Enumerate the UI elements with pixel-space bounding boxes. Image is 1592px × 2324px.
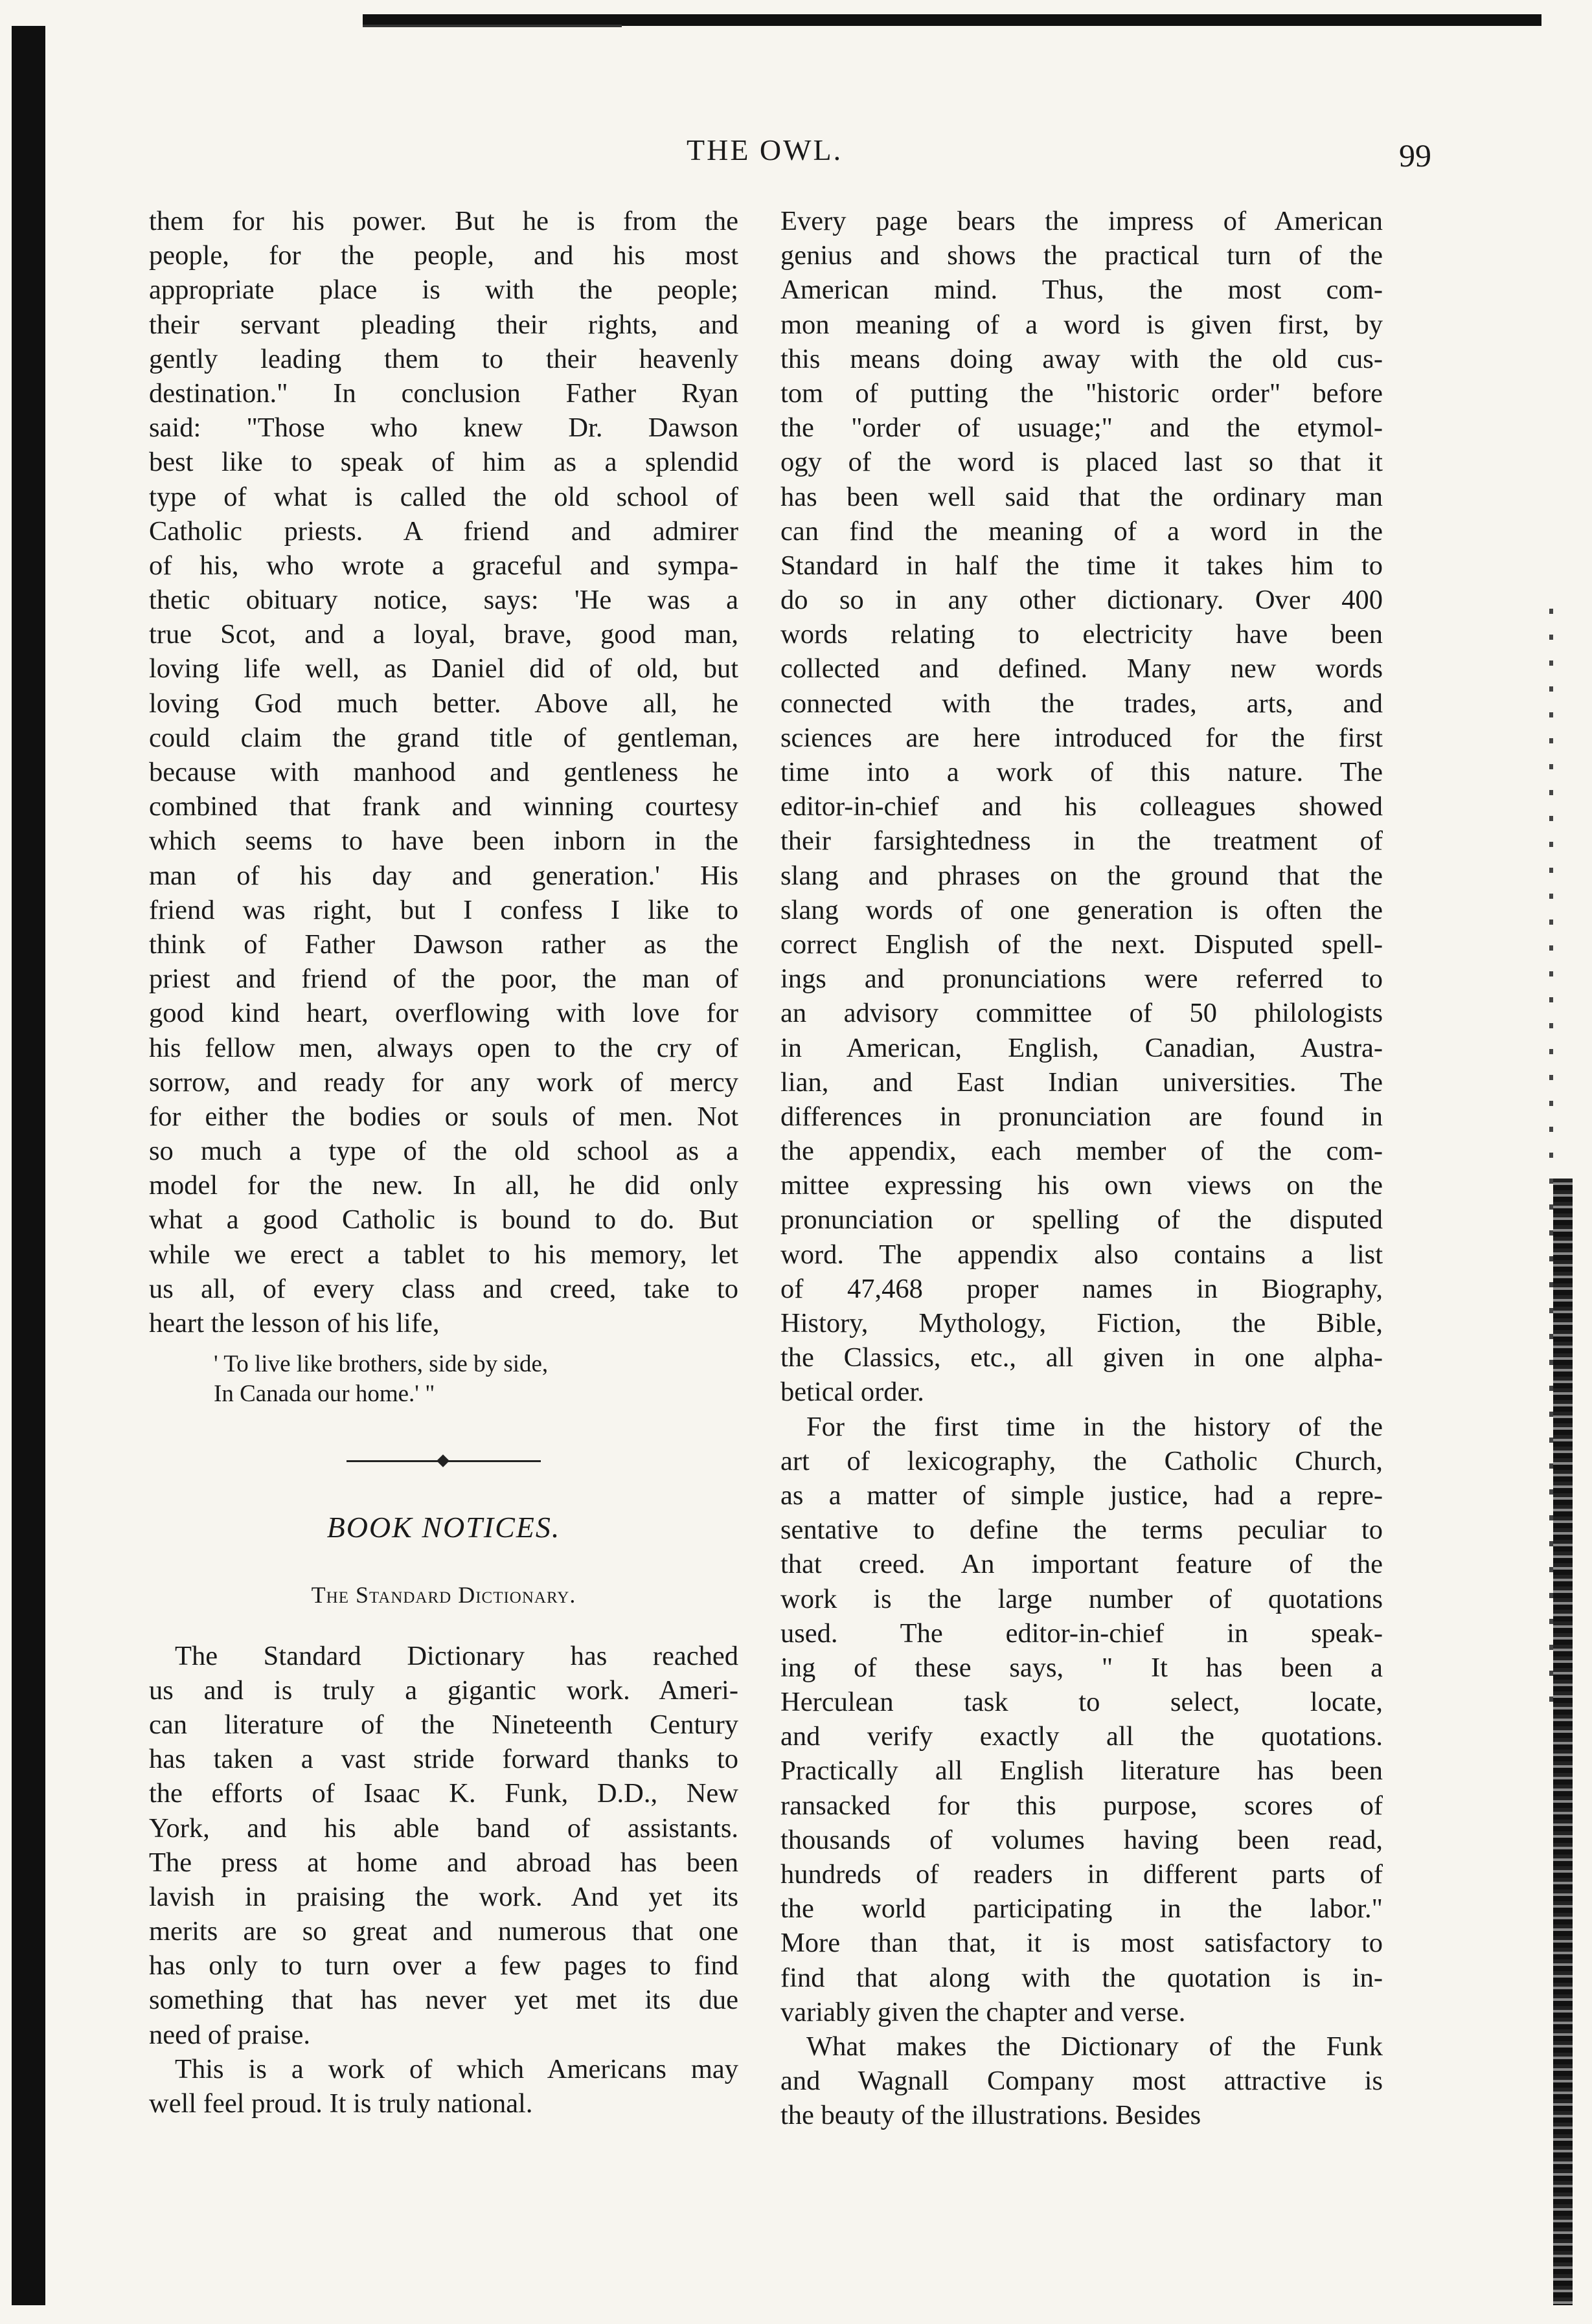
text-line: so much a type of the old school as a [149,1136,738,1167]
text-line: More than that, it is most satisfactory to [780,1928,1383,1959]
text-line: hundreds of readers in different parts of [780,1859,1383,1890]
text-line: can find the meaning of a word in the [780,515,1383,547]
text-line: find that along with the quotation is in- [780,1962,1383,1993]
right-column [780,204,1383,2133]
text-line: mon meaning of a word is given first, by [780,309,1383,340]
text-line: gently leading them to their heavenly [149,343,738,374]
ornamental-divider [347,1454,541,1467]
text-line: thetic obituary notice, says: 'He was a [149,585,738,616]
text-line: them for his power. But he is from the [149,206,738,236]
text-line: think of Father Dawson rather as the [149,929,738,960]
text-line: ing of these says, " It has been a [780,1652,1383,1683]
text-line: best like to speak of him as a splendid [149,447,738,478]
text-line: their servant pleading their rights, and [149,309,738,340]
text-line: people, for the people, and his most [149,240,738,271]
text-line: and verify exactly all the quotations. [780,1721,1383,1752]
text-line: because with manhood and gentleness he [149,757,738,787]
book-notice-paragraph-2 [149,2052,738,2121]
scan-right-edge [1553,1179,1573,2305]
text-line: the efforts of Isaac K. Funk, D.D., New [149,1778,738,1809]
text-line: the "order of usuage;" and the etymol- [780,412,1383,444]
text-line: merits are so great and numerous that one [149,1916,738,1947]
text-line: used. The editor-in-chief in speak- [780,1618,1383,1649]
text-line: us and is truly a gigantic work. Ameri- [149,1675,738,1706]
text-line: the world participating in the labor." [780,1893,1383,1924]
text-line: said: "Those who knew Dr. Dawson [149,412,738,444]
text-line: work is the large number of quotations [780,1583,1383,1614]
text-line: the Classics, etc., all given in one alpha- [780,1342,1383,1373]
text-line: American mind. Thus, the most com- [780,275,1383,306]
text-line: this means doing away with the old cus- [780,343,1383,374]
right-paragraph-3 [780,2029,1383,2133]
text-line: loving life well, as Daniel did of old, but [149,653,738,684]
right-paragraph-2 [780,1410,1383,2029]
text-line: genius and shows the practical turn of the [780,240,1383,271]
text-line: well feel proud. It is truly national. [149,2088,533,2119]
text-line: man of his day and generation.' His [149,860,738,891]
text-line: has taken a vast stride forward thanks to [149,1744,738,1775]
text-line: combined that frank and winning courtesy [149,791,738,822]
text-line: an advisory committee of 50 philologists [780,998,1383,1029]
text-line: art of lexicography, the Catholic Church, [780,1445,1383,1476]
verse-quote [214,1349,738,1409]
text-line: connected with the trades, arts, and [780,688,1383,719]
page-number: 99 [1399,137,1431,174]
text-line: their farsightedness in the treatment of [780,826,1383,857]
scan-top-rule-thin [363,25,622,27]
section-heading: BOOK NOTICES. [326,1511,561,1544]
text-line: correct English of the next. Disputed spell- [780,929,1383,960]
text-line: as a matter of simple justice, had a repre- [780,1480,1383,1511]
text-line: type of what is called the old school of [149,481,738,512]
text-line: friend was right, but I confess I like to [149,894,738,925]
text-line: appropriate place is with the people; [149,275,738,306]
text-line: has been well said that the ordinary man [780,481,1383,512]
text-line: which seems to have been inborn in the [149,826,738,857]
text-line: can literature of the Nineteenth Century [149,1709,738,1740]
text-line: Standard in half the time it takes him to [780,550,1383,581]
text-line: editor-in-chief and his colleagues showed [780,791,1383,822]
text-line: time into a work of this nature. The [780,757,1383,787]
text-line: Catholic priests. A friend and admirer [149,515,738,547]
text-line: could claim the grand title of gentleman, [149,722,738,753]
text-line: differences in pronunciation are found in [780,1101,1383,1132]
text-line: and Wagnall Company most attractive is [780,2066,1383,2097]
text-line: This is a work of which Americans may [175,2053,738,2084]
text-line: York, and his able band of assistants. [149,1812,738,1844]
text-line: slang words of one generation is often the [780,894,1383,925]
text-line: of 47,468 proper names in Biography, [780,1273,1383,1304]
text-line: lavish in praising the work. And yet its [149,1881,738,1912]
text-line: What makes the Dictionary of the Funk [806,2031,1383,2062]
subsection-heading: The Standard Dictionary. [311,1582,576,1608]
text-line: For the first time in the history of the [806,1411,1383,1442]
text-line: priest and friend of the poor, the man of [149,964,738,995]
text-line: sciences are here introduced for the first [780,722,1383,753]
text-line: of his, who wrote a graceful and sympa- [149,550,738,581]
text-line: Every page bears the impress of American [780,206,1383,236]
text-line: the beauty of the illustrations. Besides [780,2100,1201,2131]
book-notice-paragraph-1 [149,1639,738,2052]
text-line: has only to turn over a few pages to find [149,1950,738,1981]
text-line: something that has never yet met its due [149,1985,738,2016]
text-line: the appendix, each member of the com- [780,1136,1383,1167]
text-line: need of praise. [149,2019,310,2050]
page-header [687,133,1431,178]
text-line: ings and pronunciations were referred to [780,964,1383,995]
right-paragraph-1 [780,204,1383,1410]
running-title: THE OWL. [687,133,843,166]
verse-line: ' To live like brothers, side by side, [214,1351,549,1378]
text-line: variably given the chapter and verse. [780,1996,1186,2027]
text-line: that creed. An important feature of the [780,1549,1383,1580]
text-line: slang and phrases on the ground that the [780,860,1383,891]
scan-left-edge [12,26,45,2305]
text-line: betical order. [780,1377,924,1408]
text-line: do so in any other dictionary. Over 400 [780,585,1383,616]
text-line: heart the lesson of his life, [149,1308,440,1338]
divider-diamond-icon [437,1454,449,1467]
text-line: pronunciation or spelling of the disputed [780,1204,1383,1235]
text-line: ogy of the word is placed last so that it [780,447,1383,478]
text-line: The press at home and abroad has been [149,1847,738,1878]
text-line: destination." In conclusion Father Ryan [149,378,738,409]
text-line: sentative to define the terms peculiar to [780,1515,1383,1546]
text-line: in American, English, Canadian, Austra- [780,1032,1383,1063]
text-line: loving God much better. Above all, he [149,688,738,719]
left-column-text [149,204,738,1340]
text-line: ransacked for this purpose, scores of [780,1790,1383,1821]
text-line: us all, of every class and creed, take to [149,1273,738,1304]
text-line: Practically all English literature has been [780,1755,1383,1787]
text-line: lian, and East Indian universities. The [780,1066,1383,1098]
text-line: good kind heart, overflowing with love for [149,998,738,1029]
text-line: word. The appendix also contains a list [780,1239,1383,1270]
text-line: words relating to electricity have been [780,619,1383,650]
text-line: model for the new. In all, he did only [149,1170,738,1201]
text-line: his fellow men, always open to the cry of [149,1032,738,1063]
text-line: The Standard Dictionary has reached [175,1640,738,1671]
text-line: true Scot, and a loyal, brave, good man, [149,619,738,650]
text-line: what a good Catholic is bound to do. But [149,1204,738,1235]
text-line: while we erect a tablet to his memory, let [149,1239,738,1270]
text-line: for either the bodies or souls of men. Not [149,1101,738,1132]
text-line: History, Mythology, Fiction, the Bible, [780,1308,1383,1338]
text-line: collected and defined. Many new words [780,653,1383,684]
verse-line: In Canada our home.' " [214,1381,435,1408]
text-line: Herculean task to select, locate, [780,1687,1383,1718]
text-line: sorrow, and ready for any work of mercy [149,1066,738,1098]
left-column [149,204,738,2121]
text-line: tom of putting the "historic order" before [780,378,1383,409]
text-line: mittee expressing his own views on the [780,1170,1383,1201]
text-line: thousands of volumes having been read, [780,1824,1383,1855]
